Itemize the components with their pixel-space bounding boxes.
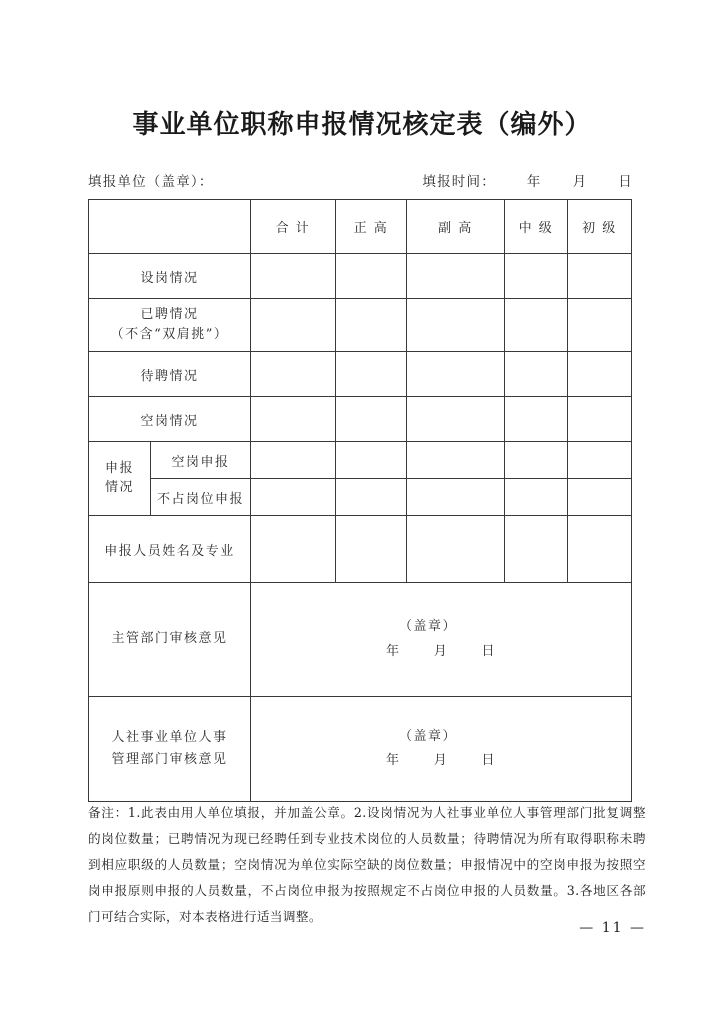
cell-declare-vacant-junior[interactable] [568, 442, 632, 479]
hr-department-date-year: 年 [385, 753, 401, 768]
column-header-junior: 初 级 [568, 200, 632, 254]
cell-declare-vacant-total[interactable] [251, 442, 336, 479]
filing-unit-label: 填报单位（盖章）： [88, 174, 214, 190]
declaration-table-wrapper [88, 199, 631, 802]
table-row [89, 397, 632, 442]
table-row [89, 583, 632, 697]
column-header-senior-associate: 副 高 [407, 200, 505, 254]
row-label-declaration-line1: 申报 [104, 460, 134, 476]
column-header-intermediate: 中 级 [505, 200, 568, 254]
table-header-row [89, 200, 632, 254]
supervisor-seal-text: （盖章） [398, 619, 457, 635]
cell-declare-nonpost-senior-associate[interactable] [407, 479, 505, 516]
filing-date-year: 年 [526, 174, 542, 190]
table-row [89, 697, 632, 802]
cell-post-setup-junior[interactable] [568, 254, 632, 299]
cell-declare-vacant-senior-full[interactable] [336, 442, 407, 479]
cell-declare-nonpost-total[interactable] [251, 479, 336, 516]
filing-date-label: 填报时间： [422, 174, 496, 190]
row-label-post-setup: 设岗情况 [89, 254, 251, 299]
supervisor-date-year: 年 [385, 643, 401, 659]
table-row [89, 254, 632, 299]
supervisor-date-month: 月 [433, 643, 449, 659]
cell-employed-senior-full[interactable] [336, 299, 407, 352]
hr-department-seal-text: （盖章） [398, 728, 457, 744]
cell-employed-junior[interactable] [568, 299, 632, 352]
column-header-total: 合 计 [251, 200, 336, 254]
cell-declare-vacant-senior-associate[interactable] [407, 442, 505, 479]
footnote-text: 备注：1.此表由用人单位填报，并加盖公章。2.设岗情况为人社事业单位人事管理部门批复调整的岗位数量；已聘情况为现已经聘任到专业技术岗位的人员数量；待聘情况为所有取得职称未聘到相应职级的人员数量；空岗情况为单位实际空缺的岗位数量；申报情况中的空岗申报为按照空岗申报原则申报的人员数量，不占岗位申报为按照规定不占岗位申报的人员数量。3.各地区各部门可结合实际，对本表格进行适当调整。 [88, 805, 646, 924]
cell-hr-department-opinion[interactable] [251, 697, 632, 802]
cell-vacant-intermediate[interactable] [505, 397, 568, 442]
table-row [89, 352, 632, 397]
table-row [89, 516, 632, 583]
cell-employed-total[interactable] [251, 299, 336, 352]
row-label-declaration-group [89, 442, 151, 516]
supervisor-date-line [251, 640, 631, 664]
cell-post-setup-intermediate[interactable] [505, 254, 568, 299]
cell-applicant-names-senior-associate[interactable] [407, 516, 505, 583]
row-label-declaration-line2: 情况 [104, 479, 134, 495]
cell-declare-nonpost-junior[interactable] [568, 479, 632, 516]
filing-date-day: 日 [618, 174, 633, 190]
hr-department-date-day: 日 [481, 753, 497, 768]
table-row [89, 442, 632, 479]
cell-vacant-total[interactable] [251, 397, 336, 442]
row-label-applicant-names: 申报人员姓名及专业 [89, 516, 251, 583]
table-row [89, 479, 632, 516]
row-label-hr-department-line1: 人社事业单位人事 [111, 729, 228, 745]
row-label-employed-line2: （不含“双肩挑”） [110, 327, 229, 342]
cell-applicant-names-junior[interactable] [568, 516, 632, 583]
row-label-hr-department-opinion [89, 697, 251, 802]
cell-employed-intermediate[interactable] [505, 299, 568, 352]
table-corner-cell [89, 200, 251, 254]
row-label-employed [89, 299, 251, 352]
declaration-table [88, 199, 632, 802]
cell-pending-senior-associate[interactable] [407, 352, 505, 397]
cell-vacant-senior-associate[interactable] [407, 397, 505, 442]
hr-department-date-line [251, 749, 631, 773]
cell-declare-vacant-intermediate[interactable] [505, 442, 568, 479]
cell-pending-total[interactable] [251, 352, 336, 397]
filing-date-month: 月 [572, 174, 588, 190]
cell-applicant-names-senior-full[interactable] [336, 516, 407, 583]
table-row [89, 299, 632, 352]
filing-date-group [422, 170, 633, 190]
row-label-supervisor-opinion: 主管部门审核意见 [89, 583, 251, 697]
cell-declare-nonpost-intermediate[interactable] [505, 479, 568, 516]
cell-vacant-senior-full[interactable] [336, 397, 407, 442]
row-label-declare-nonpost: 不占岗位申报 [151, 479, 251, 516]
page-number: — 11 — [579, 920, 646, 936]
row-label-hr-department-line2: 管理部门审核意见 [111, 752, 228, 767]
cell-supervisor-opinion[interactable] [251, 583, 632, 697]
cell-vacant-junior[interactable] [568, 397, 632, 442]
page-title: 事业单位职称申报情况核定表（编外） [132, 110, 592, 140]
row-label-vacant: 空岗情况 [89, 397, 251, 442]
row-label-pending: 待聘情况 [89, 352, 251, 397]
cell-pending-intermediate[interactable] [505, 352, 568, 397]
column-header-senior-full: 正 高 [336, 200, 407, 254]
cell-post-setup-senior-full[interactable] [336, 254, 407, 299]
cell-post-setup-senior-associate[interactable] [407, 254, 505, 299]
row-label-declare-vacant: 空岗申报 [151, 442, 251, 479]
cell-declare-nonpost-senior-full[interactable] [336, 479, 407, 516]
cell-applicant-names-total[interactable] [251, 516, 336, 583]
cell-pending-senior-full[interactable] [336, 352, 407, 397]
supervisor-date-day: 日 [481, 643, 497, 659]
cell-post-setup-total[interactable] [251, 254, 336, 299]
cell-employed-senior-associate[interactable] [407, 299, 505, 352]
cell-pending-junior[interactable] [568, 352, 632, 397]
row-label-employed-line1: 已聘情况 [140, 306, 199, 322]
cell-applicant-names-intermediate[interactable] [505, 516, 568, 583]
hr-department-date-month: 月 [433, 753, 449, 768]
